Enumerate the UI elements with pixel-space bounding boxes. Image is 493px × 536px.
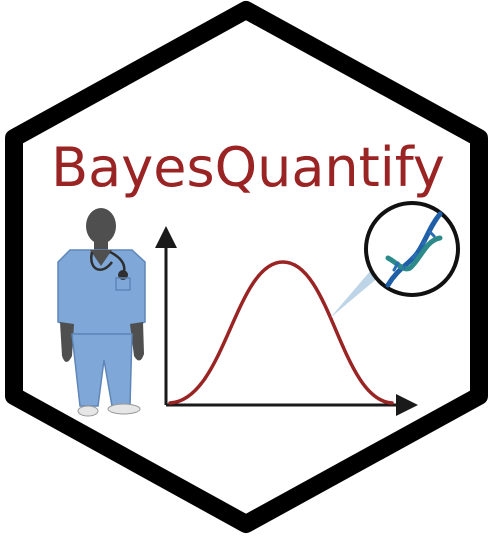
logo-title: BayesQuantify	[51, 136, 445, 199]
dna-icon	[366, 203, 458, 295]
